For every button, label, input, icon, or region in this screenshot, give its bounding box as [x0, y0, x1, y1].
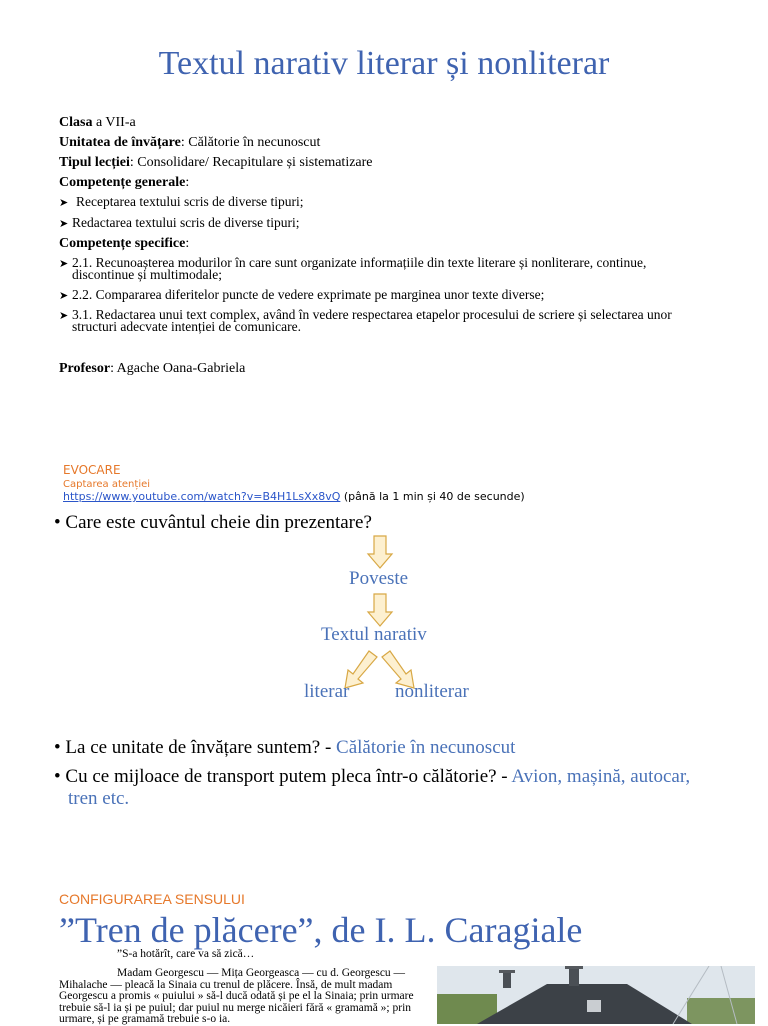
specific-competences-label: Competențe specifice: [59, 236, 186, 251]
lesson-type-label: Tipul lecției: [59, 155, 130, 170]
question-transport: • Cu ce mijloace de transport putem pleca într-o călătorie? - Avion, mașină, autocar, tren etc.: [54, 766, 691, 809]
class-value: a VII-a: [92, 115, 136, 130]
class-label: Clasa: [59, 115, 93, 130]
house-photo: [437, 966, 755, 1024]
specific-competence-item: ➤ 2.1. Recunoașterea modurilor în care sunt organizate informațiile din texte literare și nonliterare, continue, discontinue și multimodale;: [59, 255, 647, 282]
bullet-dot: •: [54, 766, 61, 787]
bullet-dot: •: [54, 512, 61, 533]
lesson-type-value: : Consolidare/ Recapitulare și sistematizare: [129, 155, 373, 170]
specific-competences-heading: Competențe specifice:: [59, 236, 190, 251]
unit-line: [59, 134, 320, 152]
teacher-label: Profesor: [59, 361, 111, 376]
video-link-line: [63, 490, 525, 503]
teacher-name: : Agache Oana-Gabriela: [110, 361, 246, 376]
arrow-bullet-icon: ➤: [59, 218, 69, 230]
down-arrow-icon: [368, 594, 392, 626]
lesson-type-line: [59, 154, 373, 172]
down-left-arrow-icon: [345, 651, 377, 688]
teacher-line: [59, 360, 245, 378]
answer-unit: Călătorie în necunoscut: [336, 737, 516, 758]
bullet-dot: •: [54, 737, 61, 758]
diagram-node-literar: literar: [304, 681, 350, 702]
subsection-attention: Captarea atenției: [63, 479, 151, 490]
arrow-bullet-icon: ➤: [59, 290, 69, 302]
unit-value: : Călătorie în necunoscut: [180, 135, 321, 150]
story-title: ”Tren de plăcere”, de I. L. Caragiale: [59, 910, 583, 950]
unit-label: Unitatea de învățare: [59, 135, 181, 150]
question-unit: • La ce unitate de învățare suntem? - Călătorie în necunoscut: [54, 737, 516, 758]
specific-competence-item: ➤ 2.2. Compararea diferitelor puncte de vedere exprimate pe marginea unor texte diverse;: [59, 287, 545, 302]
video-link-note: (până la 1 min și 40 de secunde): [340, 490, 525, 503]
general-competence-item: ➤ Redactarea textului scris de diverse tipuri;: [59, 215, 300, 230]
general-competences-heading: Competențe generale:: [59, 175, 190, 190]
story-quote: ”S-a hotărît, care va să zică…: [117, 948, 255, 960]
question-keyword: • Care este cuvântul cheie din prezentare?: [54, 512, 372, 533]
section-evocare: EVOCARE: [63, 463, 121, 477]
concept-diagram: [290, 530, 470, 700]
slide-title: Textul narativ literar și nonliterar: [158, 45, 610, 82]
story-text: Madam Georgescu — Mița Georgeasca — cu d. Georgescu — Mihalache — pleacă la Sinaia cu trenul de plăcere. Însă, de mult madam Georgescu a promis « puiului » să-l ducă odată și pe el la Sinaia; prin urmare trebuie să-l ia și pe puiul; dar puiul nu merge nicăieri fără « gramamă »; prin urmare, și pe gramamă trebuie s-o ia.: [59, 967, 414, 1025]
arrow-bullet-icon: ➤: [59, 310, 69, 322]
arrow-bullet-icon: ➤: [59, 258, 69, 270]
section-configurare: CONFIGURAREA SENSULUI: [59, 891, 245, 907]
down-arrow-icon: [368, 536, 392, 568]
specific-competence-item: ➤ 3.1. Redactarea unui text complex, având în vedere respectarea etapelor procesului de scriere și selectarea unor structuri adecvate intenției de comunicare.: [59, 307, 672, 334]
general-competence-item: ➤ Receptarea textului scris de diverse tipuri;: [59, 194, 304, 209]
general-competences-label: Competențe generale: [59, 175, 186, 190]
class-line: [59, 114, 136, 132]
diagram-node-text-narativ: Textul narativ: [321, 624, 427, 645]
arrow-bullet-icon: ➤: [59, 197, 69, 209]
diagram-node-nonliterar: nonliterar: [395, 681, 469, 702]
answer-transport: Avion, mașină, autocar, tren etc.: [68, 766, 691, 809]
diagram-node-poveste: Poveste: [349, 568, 409, 589]
video-link[interactable]: https://www.youtube.com/watch?v=B4H1LsXx8vQ: [63, 490, 341, 503]
